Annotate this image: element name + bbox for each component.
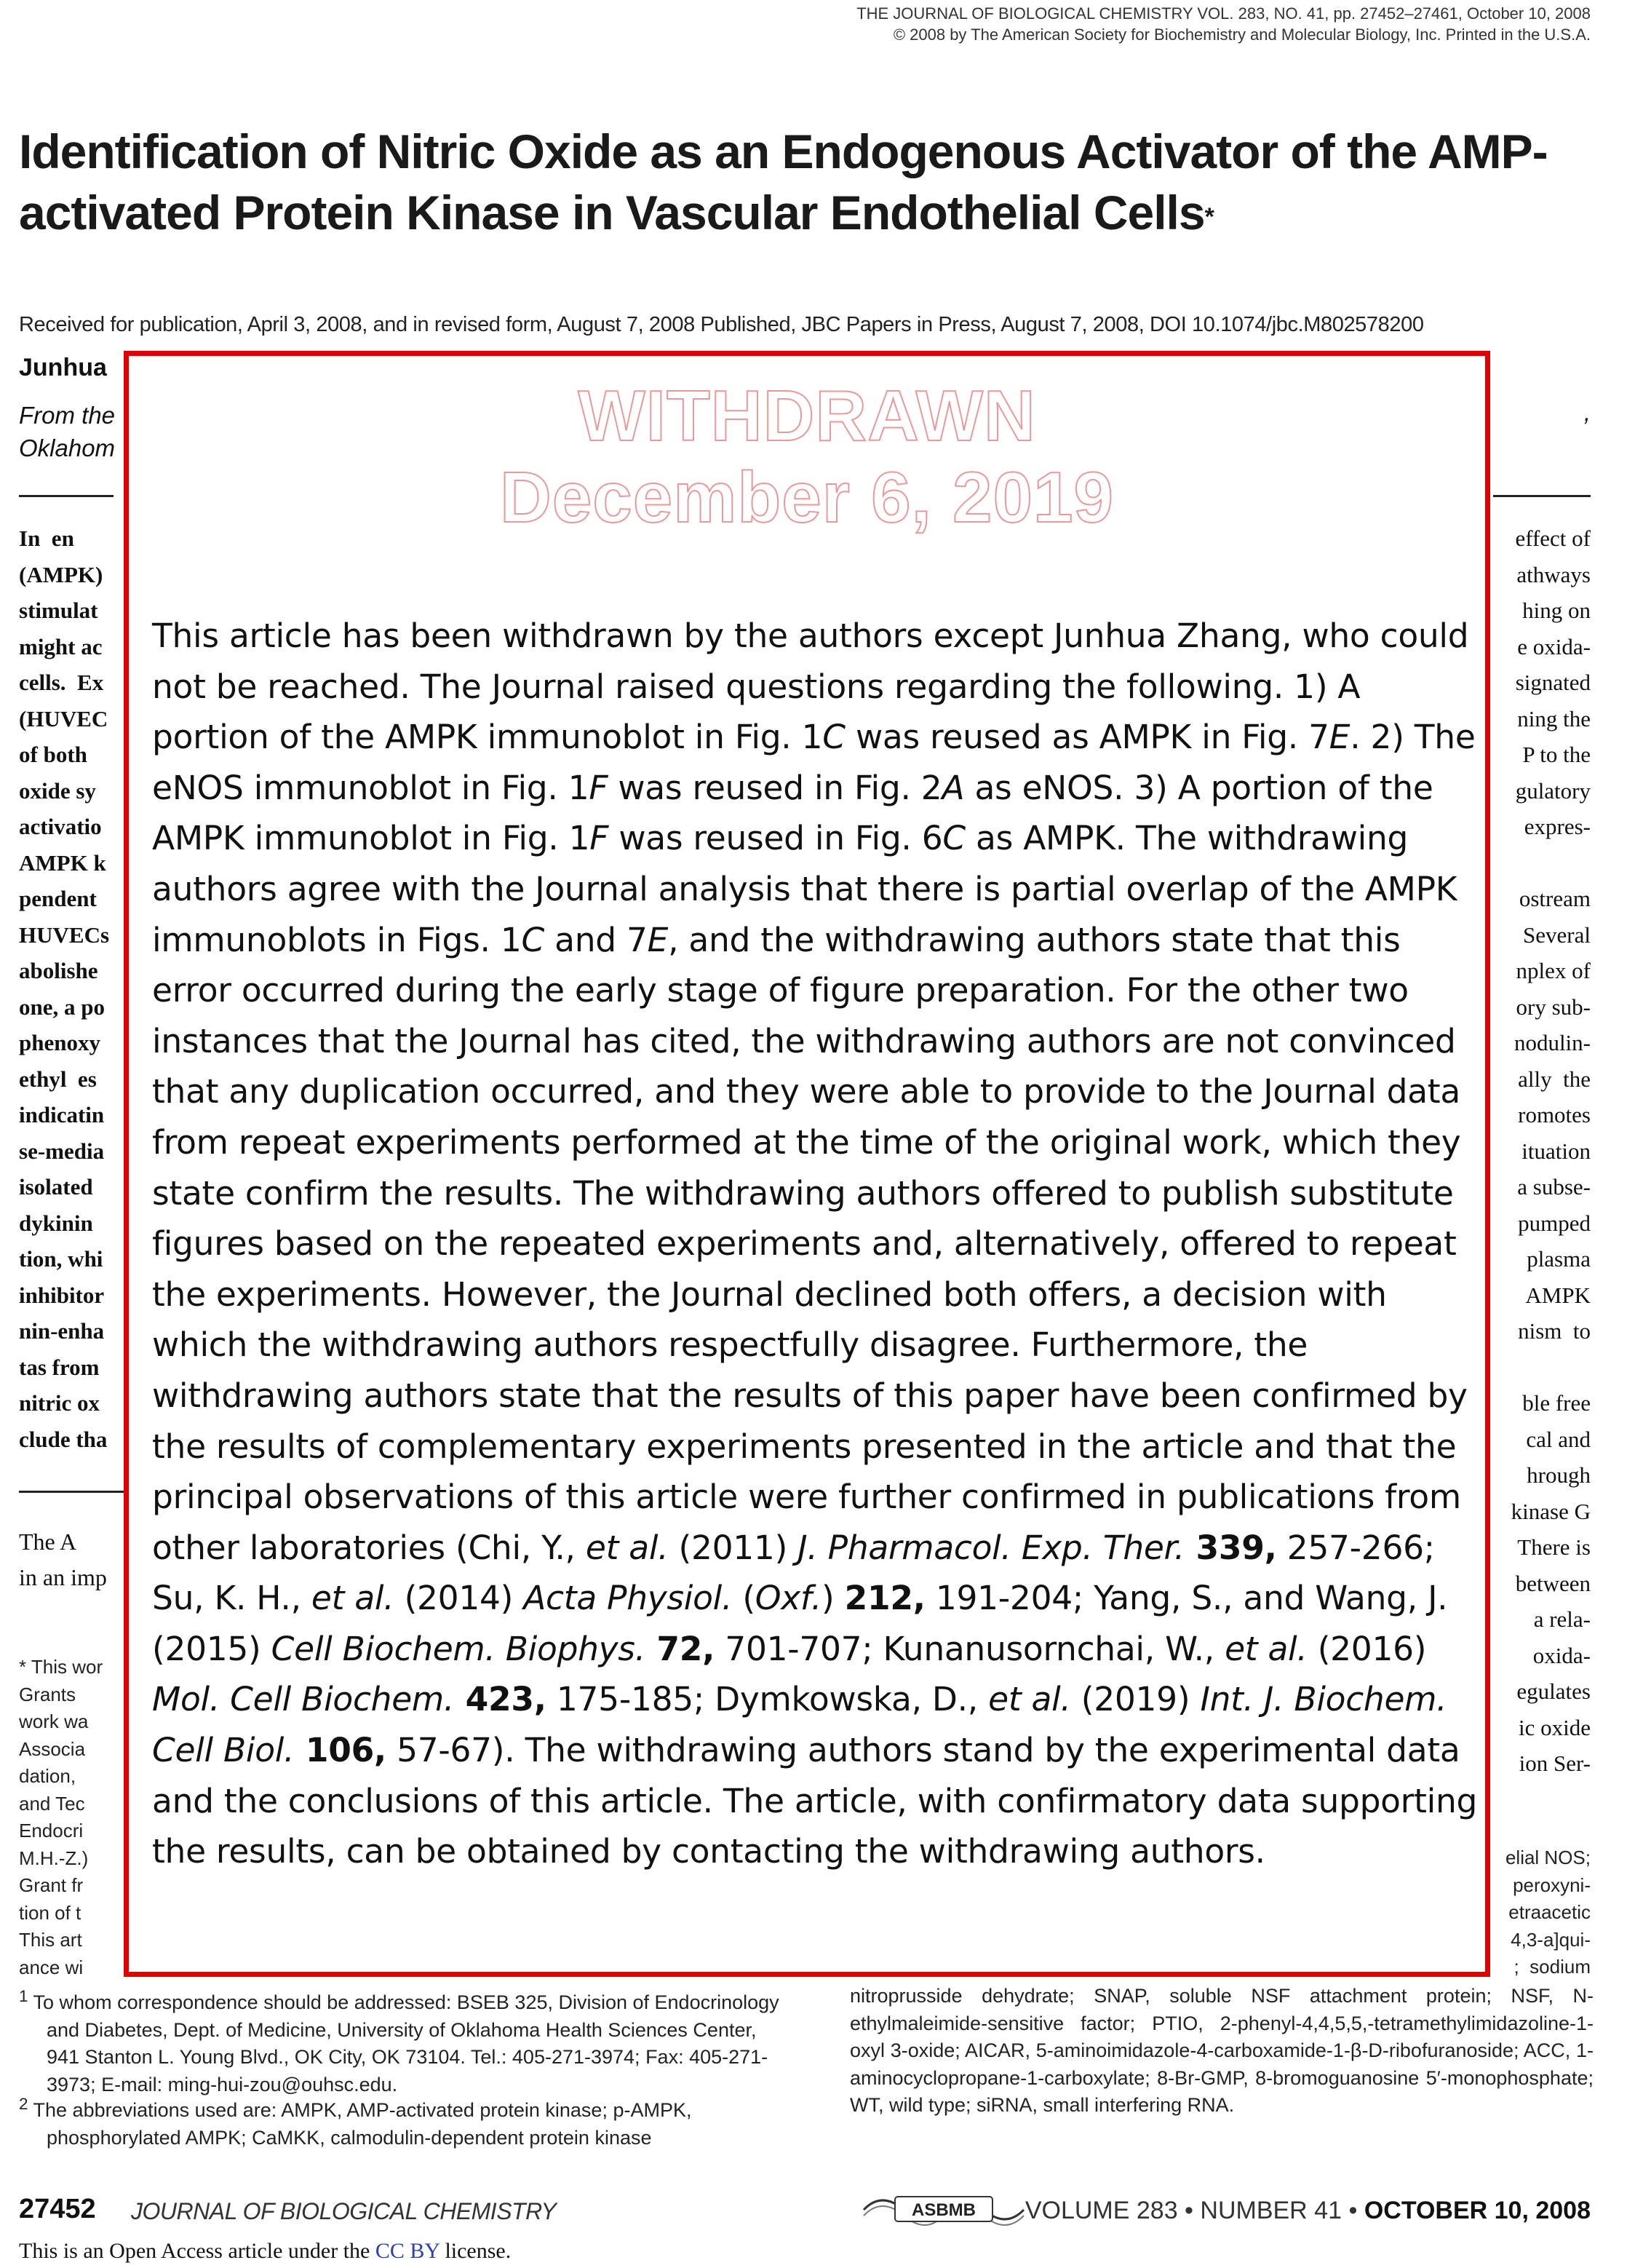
intro-fragment-line: hing on bbox=[1522, 598, 1591, 623]
footnote-fragment-line: Associa bbox=[19, 1737, 86, 1760]
withdrawn-stamp: WITHDRAWN bbox=[578, 376, 1036, 456]
footnote-fragment-line: Endocri bbox=[19, 1820, 84, 1841]
cc-by-link[interactable]: CC BY bbox=[375, 2239, 439, 2263]
abbrev-fragment-line: ; sodium bbox=[1513, 1956, 1591, 1978]
intro-fragment-line: AMPK bbox=[1525, 1282, 1591, 1308]
withdrawal-notice-box bbox=[124, 351, 1490, 1977]
abstract-fragment-line: stimulat bbox=[19, 598, 98, 623]
footnote-fragment-line: This art bbox=[19, 1929, 82, 1951]
abstract-fragment-line: tas from bbox=[19, 1354, 100, 1380]
intro-fragment-line: ion Ser- bbox=[1519, 1750, 1591, 1776]
withdrawal-notice-text: This article has been withdrawn by the authors except Junhua Zhang, who could not be reached. The Journal raised questions regarding the following. 1) A portion of the AMPK immunoblot in Fig. 1C was reused as AMPK in Fig. 7E. 2) The eNOS immunoblot in Fig. 1F was reused in Fig. 2A as eNOS. 3) A portion of the AMPK immunoblot in Fig. 1F was reused in Fig. 6C as AMPK. The withdrawing authors agree with the Journal analysis that there is partial overlap of the AMPK immunoblots in Figs. 1C and 7E, and the withdrawing authors state that this error occurred during the early stage of figure preparation. For the other two instances that the Journal has cited, the withdrawing authors are not convinced that any duplication occurred, and they were able to provide to the Journal data from repeat experiments performed at the time of the original work, which they state confirm the results. The withdrawing authors offered to publish substitute figures based on the repeated experiments and, alternatively, offered to repeat the experiments. However, the Journal declined both offers, a decision with which the withdrawing authors respectfully disagree. Furthermore, the withdrawing authors state that the results of this paper have been confirmed by the results of complementary experiments presented in the article and that the principal observations of this article were further confirmed in publications from other laboratories (Chi, Y., et al. (2011) J. Pharmacol. Exp. Ther. 339, 257-266; Su, K. H., et al. (2014) Acta Physiol. (Oxf.) 212, 191-204; Yang, S., and Wang, J. (2015) Cell Biochem. Biophys. 72, 701-707; Kunanusornchai, W., et al. (2016) Mol. Cell Biochem. 423, 175-185; Dymkowska, D., et al. (2019) Int. J. Biochem. Cell Biol. 106, 57-67). The withdrawing authors stand by the experimental data and the conclusions of this article. The article, with confirmatory data supporting the results, can be obtained by contacting the withdrawing authors. bbox=[152, 616, 1478, 1871]
title-footnote-marker: * bbox=[1204, 203, 1214, 231]
abstract-fragment-line: AMPK k bbox=[19, 849, 106, 876]
intro-fragment-line: nism to bbox=[1518, 1318, 1591, 1344]
abstract-fragment-line: inhibitor bbox=[19, 1282, 105, 1308]
intro-fragment-line: ituation bbox=[1521, 1138, 1591, 1164]
abstract-fragment-line: isolated bbox=[19, 1174, 93, 1200]
footnote-fragment-line: work wa bbox=[19, 1710, 89, 1732]
footer-volume bbox=[1025, 2197, 1591, 2225]
abstract-fragment-line: of both bbox=[19, 742, 87, 767]
article-title bbox=[19, 121, 1591, 243]
body-fragment-line: in an imp bbox=[19, 1564, 107, 1590]
intro-fragment-line: P to the bbox=[1522, 742, 1591, 767]
abstract-fragment-line: abolishe bbox=[19, 958, 98, 983]
abbrev-fragment-line: 4,3-a]qui- bbox=[1511, 1928, 1591, 1951]
intro-fragment-line: romotes bbox=[1518, 1102, 1591, 1127]
abstract-fragment-line: nin-enha bbox=[19, 1318, 105, 1344]
footnote-2-text: The abbreviations used are: AMPK, AMP-activated protein kinase; p-AMPK, phosphorylated AMPK; CaMKK, calmodulin-dependent protein kinase bbox=[33, 2099, 692, 2149]
abstract-rule-right bbox=[1493, 495, 1591, 497]
abstract-fragment-line: (HUVEC bbox=[19, 705, 108, 731]
footnote-1-text: To whom correspondence should be addressed: BSEB 325, Division of Endocrinology and Diabetes, Dept. of Medicine, University of Oklahoma Health Sciences Center, 941 Stanton L. Young Blvd., OK City, OK 73104. Tel.: 405-271-3974; Fax: 405-271-3973; E-mail: ming-hui-zou@ouhsc.edu. bbox=[33, 1991, 779, 2095]
intro-fragment-line: oxida- bbox=[1532, 1642, 1591, 1668]
intro-fragment-line: egulates bbox=[1516, 1678, 1591, 1704]
abstract-fragment-line: se-media bbox=[19, 1138, 105, 1164]
asbmb-logo bbox=[860, 2188, 1027, 2232]
abstract-fragment-line: ethyl es bbox=[19, 1066, 97, 1092]
running-head-line-2: © 2008 by The American Society for Biochemistry and Molecular Biology, Inc. Printed in the U.S.A. bbox=[893, 25, 1591, 44]
abstract-fragment-line: (AMPK) bbox=[19, 561, 103, 587]
authors-peek: Junhua bbox=[19, 354, 107, 381]
footnote-1 bbox=[19, 1983, 790, 2098]
affiliation-peek-line-2: Oklahom bbox=[19, 435, 116, 461]
body-fragment-line: The A bbox=[19, 1528, 77, 1555]
asbmb-logo-text: ASBMB bbox=[912, 2200, 976, 2220]
intro-fragment-line: athways bbox=[1516, 561, 1591, 587]
footnote-fragment-line: Grant fr bbox=[19, 1874, 84, 1896]
intro-fragment-line: pumped bbox=[1518, 1210, 1591, 1236]
affiliation-peek-right: , bbox=[1583, 399, 1591, 426]
running-head-line-1: THE JOURNAL OF BIOLOGICAL CHEMISTRY VOL. 283, NO. 41, pp. 27452–27461, October 10, 2008 bbox=[856, 4, 1591, 23]
intro-fragment-line: a rela- bbox=[1533, 1606, 1591, 1632]
intro-fragment-line: e oxida- bbox=[1517, 633, 1591, 659]
intro-fragment-line: expres- bbox=[1524, 814, 1591, 839]
intro-fragment-line: gulatory bbox=[1515, 777, 1591, 804]
intro-fragment-line: There is bbox=[1517, 1534, 1591, 1560]
abstract-fragment-line: In en bbox=[19, 526, 74, 551]
intro-fragment-line: ostream bbox=[1519, 886, 1591, 911]
footnote-fragment-line: M.H.-Z.) bbox=[19, 1847, 89, 1869]
footer-journal-name: JOURNAL OF BIOLOGICAL CHEMISTRY bbox=[131, 2198, 557, 2224]
abstract-fragment-line: cells. Ex bbox=[19, 670, 104, 695]
abstract-fragment-line: tion, whi bbox=[19, 1246, 103, 1272]
footnote-fragment-line: and Tec bbox=[19, 1792, 85, 1815]
abstract-fragment-line: clude tha bbox=[19, 1426, 108, 1452]
intro-fragment-line: effect of bbox=[1515, 526, 1591, 551]
intro-fragment-line: between bbox=[1515, 1570, 1591, 1596]
open-access-line: This is an Open Access article under the CC BY license. bbox=[19, 2239, 512, 2263]
intro-fragment-line: signated bbox=[1515, 670, 1591, 695]
intro-fragment-line: Several bbox=[1523, 921, 1591, 948]
intro-fragment-line: cal and bbox=[1526, 1426, 1591, 1452]
footnote-fragment-line: tion of t bbox=[19, 1901, 81, 1924]
withdrawn-date-stamp: December 6, 2019 bbox=[499, 457, 1115, 537]
footnote-2 bbox=[19, 2090, 790, 2152]
intro-fragment-line: kinase G bbox=[1511, 1498, 1591, 1524]
intro-fragment-line: ble free bbox=[1522, 1390, 1591, 1416]
footnote-2-marker: 2 bbox=[19, 2095, 28, 2113]
abstract-fragment-line: HUVECs bbox=[19, 921, 110, 948]
footnote-1-marker: 1 bbox=[19, 1987, 28, 2005]
abstract-fragment-line: dykinin bbox=[19, 1210, 93, 1236]
footnote-fragment-line: Grants bbox=[19, 1683, 76, 1705]
intro-fragment-line: a subse- bbox=[1517, 1174, 1591, 1200]
intro-fragment-line: nodulin- bbox=[1513, 1030, 1591, 1055]
intro-fragment-line: plasma bbox=[1527, 1246, 1591, 1272]
intro-fragment-line: nplex of bbox=[1516, 958, 1591, 983]
intro-fragment-line: hrough bbox=[1527, 1462, 1591, 1488]
page-number: 27452 bbox=[19, 2194, 96, 2224]
abstract-end-rule bbox=[19, 1491, 125, 1493]
abstract-fragment-line: oxide sy bbox=[19, 777, 96, 804]
abstract-fragment-line: phenoxy bbox=[19, 1030, 100, 1055]
footer-volume-text: VOLUME 283 • NUMBER 41 • bbox=[1025, 2197, 1364, 2224]
running-head bbox=[499, 3, 1591, 45]
footnote-fragment-line: * This wor bbox=[19, 1656, 103, 1678]
abbrev-fragment-line: elial NOS; bbox=[1505, 1847, 1591, 1868]
abbrev-fragment-line: etraacetic bbox=[1508, 1901, 1591, 1923]
abstract-fragment-line: might ac bbox=[19, 633, 103, 659]
article-title-text: Identification of Nitric Oxide as an Endogenous Activator of the AMP-activated Protein Kinase in Vascular Endothelial Cells bbox=[19, 124, 1548, 239]
intro-fragment-line: ally the bbox=[1518, 1066, 1591, 1092]
abbrev-fragment-line: peroxyni- bbox=[1513, 1874, 1591, 1896]
received-line: Received for publication, April 3, 2008, and in revised form, August 7, 2008 Published, JBC Papers in Press, August 7, 2008, DOI 10.1074/jbc.M802578200 bbox=[19, 313, 1424, 336]
abstract-fragment-line: activatio bbox=[19, 814, 102, 839]
abstract-fragment-line: pendent bbox=[19, 886, 97, 911]
intro-fragment-line: ning the bbox=[1517, 705, 1591, 731]
intro-fragment-line: ic oxide bbox=[1519, 1714, 1591, 1740]
footnote-fragment-line: dation, bbox=[19, 1765, 76, 1787]
affiliation-peek-line-1: From the bbox=[19, 402, 116, 429]
abbreviations-continued: nitroprusside dehydrate; SNAP, soluble NSF attachment protein; NSF, N-ethylmaleimide-sensitive factor; PTIO, 2-phenyl-4,4,5,5,-tetramethylimidazoline-1-oxyl 3-oxide; AICAR, 5-aminoimidazole-4-carboxamide-1-β-D-ribofuranoside; ACC, 1-aminocyclopropane-1-carboxylate; 8-Br-GMP, 8-bromoguanosine 5′-monophosphate; WT, wild type; siRNA, small interfering RNA. bbox=[850, 1985, 1594, 2116]
abstract-rule-left bbox=[19, 495, 114, 497]
footnote-fragment-line: ance wi bbox=[19, 1956, 84, 1978]
footer-date: OCTOBER 10, 2008 bbox=[1364, 2197, 1591, 2224]
abstract-fragment-line: indicatin bbox=[19, 1102, 105, 1127]
abstract-fragment-line: one, a po bbox=[19, 994, 105, 1020]
abstract-fragment-line: nitric ox bbox=[19, 1390, 100, 1416]
intro-fragment-line: ory sub- bbox=[1516, 994, 1591, 1020]
